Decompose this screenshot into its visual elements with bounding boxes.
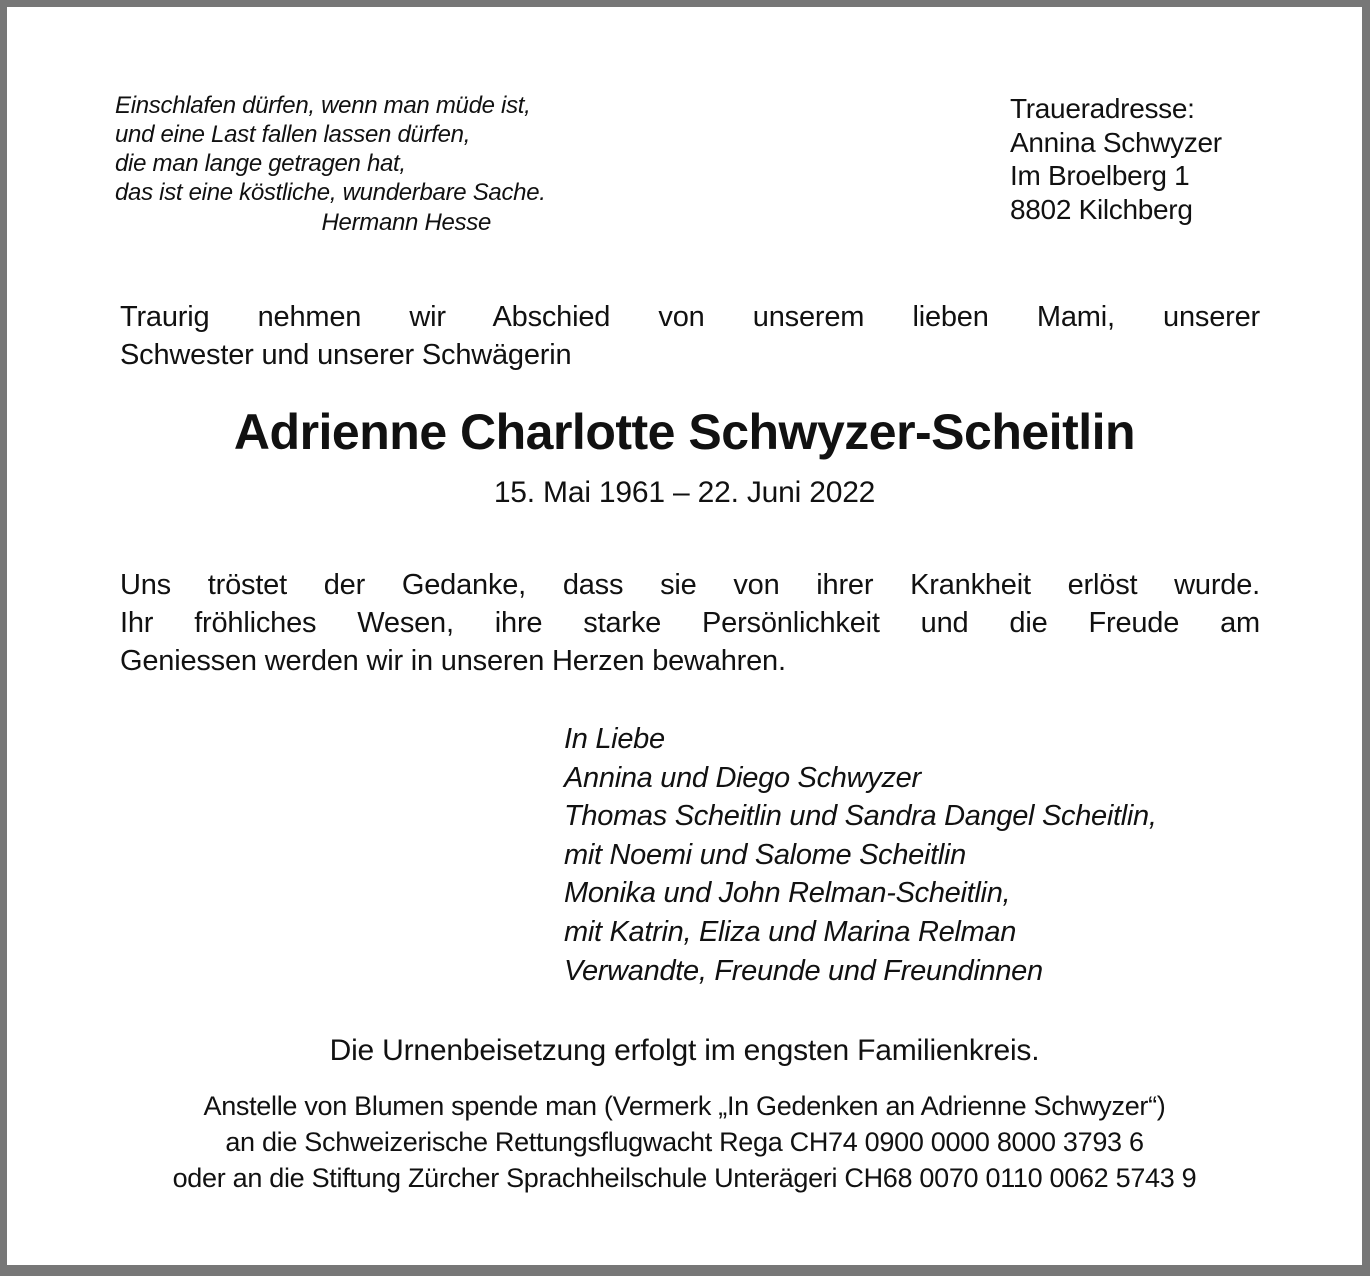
family-line: In Liebe [564,723,665,755]
deceased-dates: 15. Mai 1961 – 22. Juni 2022 [493,476,876,509]
donation-line: Anstelle von Blumen spende man (Vermerk „In Gedenken an Adrienne Schwyzer“) [203,1091,1166,1121]
mourning-address-label: Traueradresse: [1010,93,1195,124]
quote-attribution: Hermann Hesse [321,209,491,236]
family-line: Thomas Scheitlin und Sandra Dangel Scheitlin, [564,800,1157,833]
quote-block [115,91,546,237]
intro-line: Traurig nehmen wir Abschied von unserem lieben Mami, unserer [120,301,1260,333]
family-line: Annina und Diego Schwyzer [564,761,921,794]
quote-line: die man lange getragen hat, [115,150,406,177]
donation-notice [7,1088,1362,1196]
family-line: mit Katrin, Eliza und Marina Relman [564,915,1017,948]
body-line: Geniessen werden wir in unseren Herzen bewahren. [120,645,786,677]
ceremony-notice: Die Urnenbeisetzung erfolgt im engsten Familienkreis. [329,1034,1040,1067]
mourning-address-line: 8802 Kilchberg [1010,193,1193,225]
quote-line: und eine Last fallen lassen dürfen, [115,121,471,148]
quote-line: Einschlafen dürfen, wenn man müde ist, [115,92,531,119]
intro-paragraph [120,298,1260,374]
family-line: mit Noemi und Salome Scheitlin [564,838,967,871]
intro-line: Schwester und unserer Schwägerin [120,339,572,371]
body-paragraph [120,566,1260,680]
donation-line: an die Schweizerische Rettungsflugwacht Rega CH74 0900 0000 8000 3793 6 [225,1127,1144,1157]
family-line: Verwandte, Freunde und Freundinnen [564,954,1043,987]
family-list [564,720,1157,990]
mourning-address-block [1010,92,1222,226]
donation-line: oder an die Stiftung Zürcher Sprachheilschule Unterägeri CH68 0070 0110 0062 5743 9 [172,1163,1197,1193]
family-line: Monika und John Relman-Scheitlin, [564,877,1011,910]
body-line: Uns tröstet der Gedanke, dass sie von ihrer Krankheit erlöst wurde. [120,569,1260,601]
mourning-address-line: Annina Schwyzer [1010,126,1222,158]
mourning-address-line: Im Broelberg 1 [1010,160,1190,191]
quote-line: das ist eine köstliche, wunderbare Sache. [115,179,546,206]
deceased-name: Adrienne Charlotte Schwyzer-Scheitlin [233,404,1136,460]
body-line: Ihr fröhliches Wesen, ihre starke Persönlichkeit und die Freude am [120,607,1260,639]
